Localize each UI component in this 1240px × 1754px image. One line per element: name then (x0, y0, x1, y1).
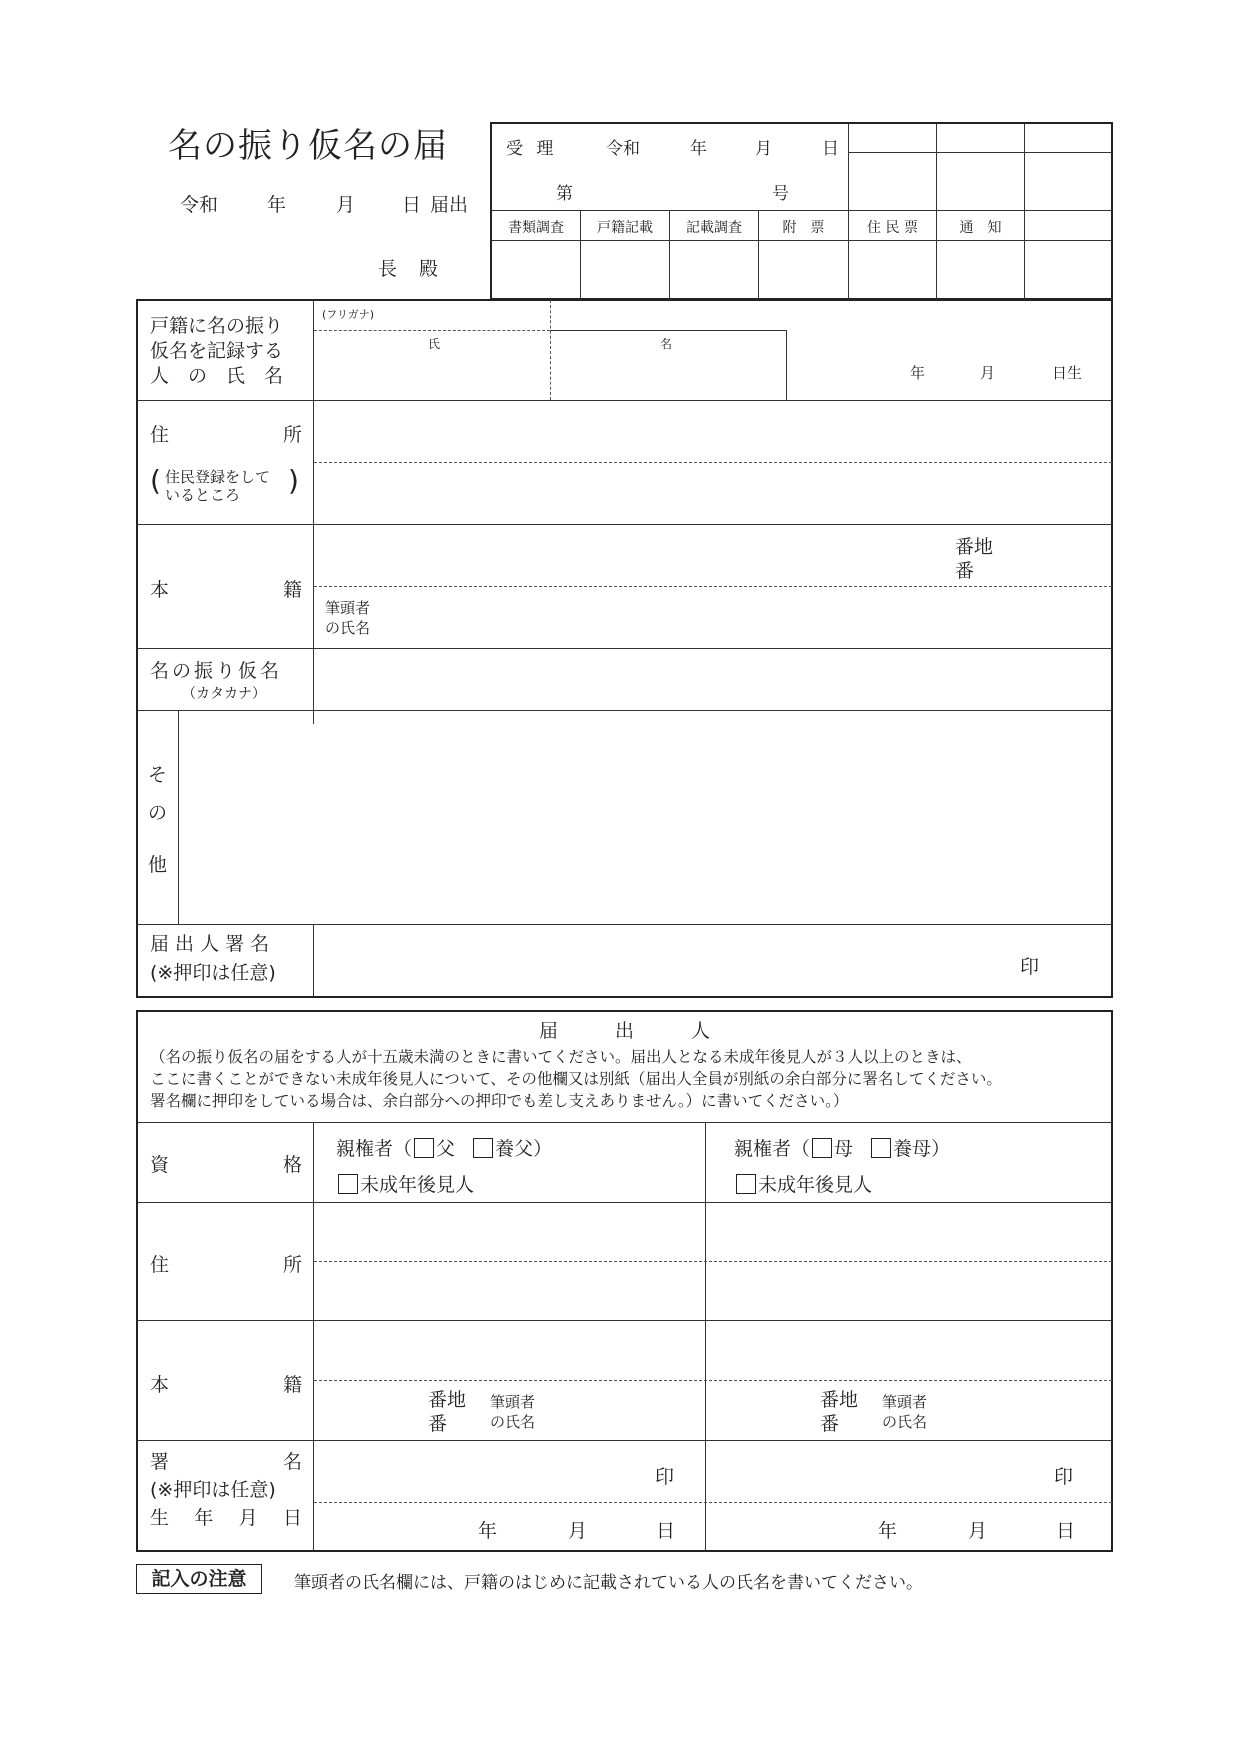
left-banchi: 番地 番 (428, 1389, 467, 1435)
notice-tag: 記入の注意 (136, 1564, 262, 1594)
honseki-ban: 番 (955, 560, 975, 582)
right-banchi: 番地 番 (820, 1389, 859, 1435)
check-registry: 戸籍記載 (597, 220, 653, 236)
address-sub: 住民登録をして いるところ (165, 468, 271, 504)
check-appendix: 附 票 (782, 220, 825, 236)
birth-year-label: 年 (910, 364, 926, 382)
office-use-box (490, 122, 1113, 300)
address-sub-close: ) (288, 464, 299, 497)
right-guardian-checkbox[interactable] (736, 1174, 756, 1194)
submit-date-reiwa: 令和 (180, 194, 219, 216)
number-prefix: 第 (556, 184, 573, 204)
addressee: 長 殿 (378, 258, 447, 280)
right-seal: 印 (1054, 1466, 1074, 1488)
address-input-1[interactable] (320, 408, 1104, 456)
submit-date-year: 年 (267, 194, 287, 216)
check-resident: 住 民 票 (867, 220, 918, 236)
check-record: 記載調査 (686, 220, 742, 236)
right-birth-day: 日 (1056, 1520, 1076, 1542)
page-title: 名の振り仮名の届 (168, 126, 448, 166)
notifier-address-label: 住 所 (150, 1254, 302, 1276)
birth-day-label: 日生 (1052, 364, 1083, 382)
right-address-input-2[interactable] (712, 1268, 1108, 1316)
honseki-head-label: 筆頭者 の氏名 (325, 599, 371, 637)
right-parent-row: 親権者（ 母 養母） (734, 1138, 951, 1160)
adoptive-mother-checkbox[interactable] (871, 1138, 891, 1158)
left-address-input-2[interactable] (320, 1268, 702, 1316)
kana-label: 名の振り仮名 (150, 660, 283, 682)
received-year: 年 (690, 139, 707, 159)
birth-month-label: 月 (980, 364, 996, 382)
left-guardian-row: 未成年後見人 (336, 1170, 474, 1197)
received-month: 月 (755, 139, 772, 159)
notifier-note: （名の振り仮名の届をする人が十五歳未満のときに書いてください。届出人となる未成年後見人が３人以上のときは、 ここに書くことができない未成年後見人について、その他欄又は別紙（届出人全員が別紙の余白部分に署名してください。 署名欄に押印をしている場合は、余白部分への押印でも差し支えありません。）に書いてください。） (150, 1048, 1002, 1110)
number-suffix: 号 (772, 184, 789, 204)
submit-date-day: 日 (402, 194, 422, 216)
honseki-banchi: 番地 (955, 536, 994, 558)
submit-date-month: 月 (336, 194, 356, 216)
honseki-label: 本 籍 (150, 579, 302, 601)
right-address-input-1[interactable] (712, 1210, 1108, 1258)
notifier-honseki-label: 本 籍 (150, 1374, 302, 1396)
signature-label: 届 出 人 署 名 (※押印は任意) (150, 933, 276, 984)
submit-date-label: 届出 (430, 194, 469, 216)
notice-text: 筆頭者の氏名欄には、戸籍のはじめに記載されている人の氏名を書いてください。 (294, 1573, 923, 1593)
given-name-input[interactable] (556, 352, 786, 394)
honseki-head-input[interactable] (400, 594, 1104, 642)
left-birth-month: 月 (568, 1520, 588, 1542)
left-birth-year: 年 (478, 1520, 498, 1542)
notifier-sign-label: 署 名 (※押印は任意) 生 年 月 日 (150, 1451, 302, 1529)
adoptive-father-checkbox[interactable] (473, 1138, 493, 1158)
other-label-2: の (148, 802, 168, 824)
given-name-label: 名 (660, 337, 673, 351)
address-input-2[interactable] (320, 470, 1104, 518)
right-sign-input[interactable] (712, 1448, 1046, 1498)
furigana-label: (フリガナ) (322, 308, 375, 321)
other-label-1: そ (148, 764, 168, 786)
mother-checkbox[interactable] (812, 1138, 832, 1158)
person-label: 戸籍に名の振り 仮名を記録する 人 の 氏 名 (150, 315, 284, 387)
received-reiwa: 令和 (606, 139, 640, 159)
right-head-label: 筆頭者 の氏名 (882, 1393, 928, 1431)
left-seal: 印 (655, 1466, 675, 1488)
received-day: 日 (822, 139, 839, 159)
qualification-label: 資 格 (150, 1154, 302, 1176)
kana-input[interactable] (320, 656, 1104, 704)
right-birth-month: 月 (968, 1520, 988, 1542)
left-parent-row: 親権者（ 父 養父） (336, 1138, 553, 1160)
left-address-input-1[interactable] (320, 1210, 702, 1258)
honseki-input[interactable] (320, 532, 944, 580)
address-sub-open: ( (150, 464, 161, 497)
surname-input[interactable] (318, 352, 548, 394)
notifier-heading: 届 出 人 (538, 1020, 710, 1042)
other-textarea[interactable] (186, 716, 1108, 920)
right-guardian-row: 未成年後見人 (734, 1170, 872, 1197)
right-birth-year: 年 (878, 1520, 898, 1542)
left-birth-day: 日 (656, 1520, 676, 1542)
address-label: 住 所 (150, 424, 302, 446)
kana-sub: （カタカナ） (182, 686, 266, 702)
check-document: 書類調査 (508, 220, 564, 236)
signature-input[interactable] (320, 934, 1004, 990)
check-notice: 通 知 (959, 220, 1002, 236)
surname-label: 氏 (428, 337, 441, 351)
other-label-3: 他 (148, 854, 168, 876)
left-sign-input[interactable] (320, 1448, 644, 1498)
received-label: 受 理 (506, 139, 558, 159)
father-checkbox[interactable] (414, 1138, 434, 1158)
left-head-label: 筆頭者 の氏名 (490, 1393, 536, 1431)
signature-seal: 印 (1020, 956, 1040, 978)
left-guardian-checkbox[interactable] (338, 1174, 358, 1194)
